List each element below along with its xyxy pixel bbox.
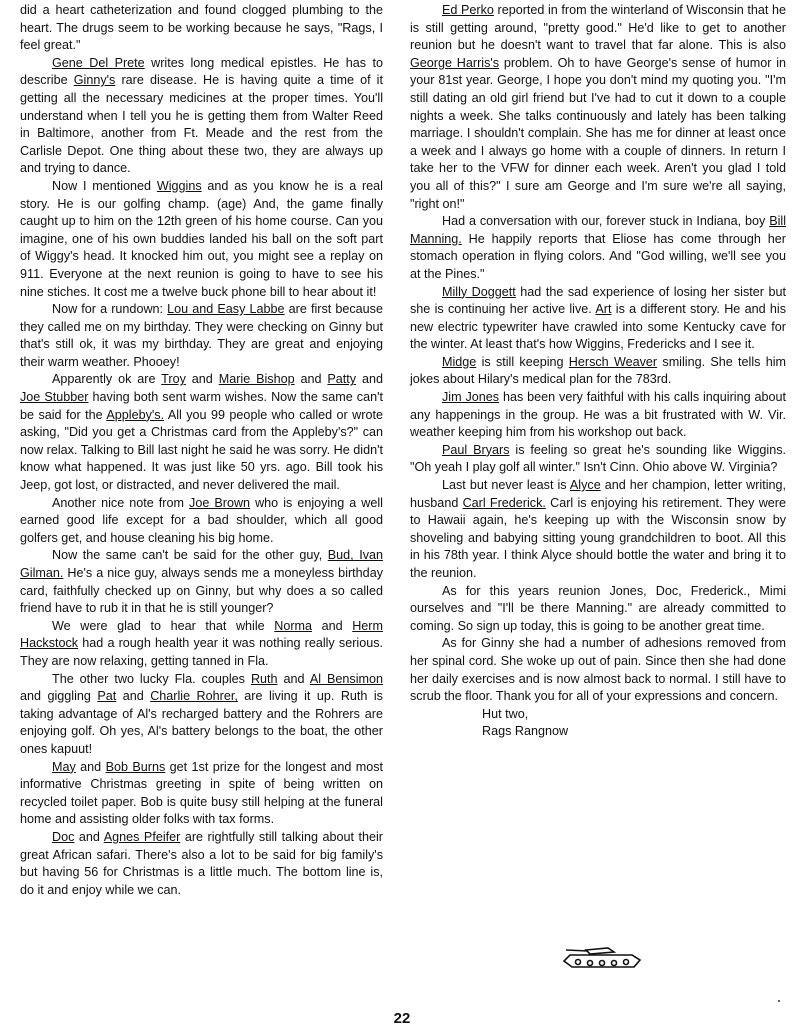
text-run: and <box>116 689 151 704</box>
name-underlined: Troy <box>161 372 186 387</box>
name-underlined: Joe Stubber <box>20 390 89 405</box>
paragraph <box>20 371 383 494</box>
name-underlined: Art <box>595 302 612 317</box>
name-underlined: Bill Manning. <box>410 214 786 246</box>
text-run: is still keeping <box>476 354 569 369</box>
tank-icon <box>556 940 646 970</box>
paragraph <box>410 213 786 283</box>
text-run: are living it up. Ruth is taking advantage of Al's recharged battery and the Rohrers are enjoying golf. Oh yes, Al's battery belongs to the boat, the other ones kapuut! <box>20 689 383 756</box>
text-run: and <box>312 618 353 633</box>
text-run: and <box>356 372 383 387</box>
paragraph <box>410 442 786 477</box>
name-underlined: Norma <box>274 618 313 633</box>
paragraph <box>20 671 383 759</box>
paragraph <box>410 354 786 389</box>
text-run: Now for a rundown: <box>52 302 168 317</box>
left-column <box>20 2 383 899</box>
text-run: writes long medical epistles. He has to describe <box>20 55 383 88</box>
name-underlined: Midge <box>442 354 477 369</box>
text-run: and <box>277 671 310 686</box>
text-run: Had a conversation with our, forever stuck in Indiana, boy <box>442 214 770 229</box>
text-run: is feeling so great he's sounding like Wiggins. "Oh yeah I play golf all winter." Isn't Cinn. Ohio above W. Virginia? <box>410 442 786 475</box>
text-run: reported in from the winterland of Wisconsin that he is still getting around, "pretty good." He'd like to get to another reunion but he doesn't want to travel that far alone. This is also <box>410 3 786 53</box>
name-underlined: Milly Doggett <box>442 284 516 299</box>
name-underlined: Carl Frederick. <box>462 495 546 510</box>
text-run: Carl is enjoying his retirement. They were to Hawaii again, he's keeping up with the Wisconsin snow by shoveling and babying sitting young grandchildren to boot. All this in his 78th year. I think Alyce should bottle the water and bring it to the reunion. <box>410 495 786 580</box>
text-run: has been very faithful with his calls inquiring about any happenings in the group. He was a bit frustrated with W. Vir. weather keeping him from his workshop out back. <box>410 390 786 440</box>
paragraph <box>20 495 383 548</box>
paragraph <box>410 635 786 705</box>
text-run: and <box>75 759 106 774</box>
paragraph <box>410 2 786 213</box>
name-underlined: Bud, Ivan Gilman. <box>20 548 383 580</box>
paragraph <box>20 547 383 617</box>
text-run: smiling. She tells him jokes about Hilary's medical plan for the 783rd. <box>410 354 786 387</box>
paragraph <box>20 178 383 301</box>
name-underlined: Lou and Easy Labbe <box>167 302 285 317</box>
name-underlined: Agnes Pfeifer <box>103 829 181 844</box>
text-run: All you 99 people who called or wrote asking, "Did you get a Christmas card from the Appleby's?" can now relax. Talking to Bill last night he said he was sorry. He didn't know what happened. It was just like 50 yrs. ago. Bill took his Jeep, got lost, or distracted, and never delivered the mail. <box>20 407 383 493</box>
name-underlined: Pat <box>97 689 117 704</box>
text-run: and her champion, letter writing, husband <box>410 478 786 510</box>
text-run: having both sent warm wishes. Now the same can't be said for the <box>20 390 383 422</box>
text-run: As for Ginny she had a number of adhesions removed from her spinal cord. She woke up out of pain. Since then she had done her daily exercises and is now almost back to normal. I still have to scrub the floor. Thank you for all of your expressions and concern. <box>410 636 786 704</box>
text-run: had the sad experience of losing her sister but she is continuing her active live. <box>410 284 786 317</box>
paragraph <box>20 829 383 899</box>
name-underlined: Herm Hackstock <box>20 618 383 651</box>
name-underlined: May <box>52 759 76 774</box>
paragraph <box>20 618 383 671</box>
name-underlined: Paul Bryars <box>442 442 510 457</box>
paragraph <box>20 759 383 829</box>
text-run: We were glad to hear that while <box>52 618 275 633</box>
name-underlined: George Harris's <box>410 55 500 70</box>
name-underlined: Hersch Weaver <box>568 354 658 369</box>
name-underlined: Bob Burns <box>105 759 166 774</box>
paragraph <box>410 284 786 354</box>
name-underlined: Ginny's <box>73 73 116 88</box>
text-run: did a heart catheterization and found clogged plumbing to the heart. The drugs seem to be working because he says, "Rags, I feel great." <box>20 3 383 53</box>
signoff-line: Hut two, <box>482 706 529 721</box>
name-underlined: Alyce <box>569 478 601 493</box>
text-run: problem. Oh to have George's sense of humor in your 81st year. George, I hope you don't mind my quoting you. "I'm still dating an old girl friend but I've had to cut it down to a couple nights a week. She talks continuously and lately has been talking marriage. I shouldn't complain. She has me for dinner at least once a week and I always go home with a couple of dinners. In return I take her to the VFW for dinner each week. Aren't you glad I told you all of this?" I sure am George and I'm sure we're all saying, "right on!" <box>410 55 786 211</box>
stray-mark <box>778 1000 780 1002</box>
name-underlined: Wiggins <box>156 178 202 193</box>
text-run: The other two lucky Fla. couples <box>52 671 251 686</box>
name-underlined: Ruth <box>250 671 278 686</box>
text-run: had a rough health year it was nothing really serious. They are now relaxing, getting tanned in Fla. <box>20 636 383 668</box>
paragraph <box>410 583 786 636</box>
text-run: get 1st prize for the longest and most informative Christmas greeting in spite of being written on recycled toilet paper. Bob is quite busy still helping at the funeral home and assisting older folks with tax forms. <box>20 759 383 827</box>
text-run: who is enjoying a well earned good life except for a bad shoulder, which all good golfers get, and house cleaning his big home. <box>20 495 383 545</box>
page-number: 22 <box>393 1010 411 1027</box>
name-underlined: Al Bensimon <box>309 671 383 686</box>
text-run: and giggling <box>20 689 98 704</box>
text-run: is a different story. He and his new electric typewriter have crawled into some Kentucky cave for the winter. At least that's how Wiggins, Fredericks and I see it. <box>410 302 786 352</box>
text-run: and <box>185 372 219 387</box>
name-underlined: Charlie Rohrer, <box>150 689 238 704</box>
right-column <box>410 2 786 741</box>
text-run: and <box>294 372 328 387</box>
text-run: He happily reports that Eliose has come through her stomach operation in flying colors. And "God willing, we'll see you at the Pines." <box>410 231 786 281</box>
text-run: are rightfully still talking about their great African safari. There's also a lot to be said for big family's but having 56 for Christmas is a little much. The bottom line is, do it and enjoy while we can. <box>20 829 383 897</box>
paragraph <box>20 2 383 55</box>
text-run: and as you know he is a real story. He is our golfing champ. (age) And, the game finally caught up to him on the 12th green of his home course. Can you imagine, one of his own buddies landed his ball on the soft part of Wiggy's head. It knocked him out, you might see a replay on 911. Everyone at the next reunion is going to have to see his nine stiches. It cost me a twelve buck phone bill to hear about it! <box>20 178 383 299</box>
text-run: rare disease. He is having quite a time of it getting all the necessary medicines at the proper times. You'll understand when I tell you he is getting them from Walter Reed in Baltimore, another from Ft. Meade and the rest from the Carlisle Depot. One thing about these two, they are always up and trying to dance. <box>20 73 383 176</box>
text-run: As for this years reunion Jones, Doc, Frederick., Mimi ourselves and "I'll be there Manning." are already committed to coming. So sign up today, this is going to be another great time. <box>410 583 786 633</box>
paragraph <box>20 301 383 371</box>
paragraph <box>410 389 786 442</box>
text-run: Another nice note from <box>52 495 190 510</box>
text-run: are first because they called me on my birthday. They were checking on Ginny but that's still ok, it was my birthday. They are great and enjoying their warm weather. Phooey! <box>20 302 383 369</box>
name-underlined: Patty <box>327 372 357 387</box>
text-run: Last but never least is <box>442 478 570 493</box>
name-underlined: Jim Jones <box>442 390 500 405</box>
text-run: and <box>74 829 104 844</box>
paragraph <box>20 55 383 178</box>
signature-name: Rags Rangnow <box>482 724 569 739</box>
name-underlined: Marie Bishop <box>218 372 295 387</box>
text-run: Apparently ok are <box>52 372 162 387</box>
name-underlined: Doc <box>52 829 75 844</box>
name-underlined: Joe Brown <box>189 495 251 510</box>
text-run: He's a nice guy, always sends me a moneyless birthday card, faithfully checked up on Ginny, but why does a so called friend have to rub it in that he is still younger? <box>20 566 383 616</box>
name-underlined: Appleby's. <box>106 407 165 422</box>
name-underlined: Ed Perko <box>442 3 494 17</box>
name-underlined: Gene Del Prete <box>52 55 145 70</box>
paragraph <box>410 477 786 583</box>
text-run: Now I mentioned <box>52 178 157 193</box>
text-run: Now the same can't be said for the other guy, <box>52 548 328 563</box>
